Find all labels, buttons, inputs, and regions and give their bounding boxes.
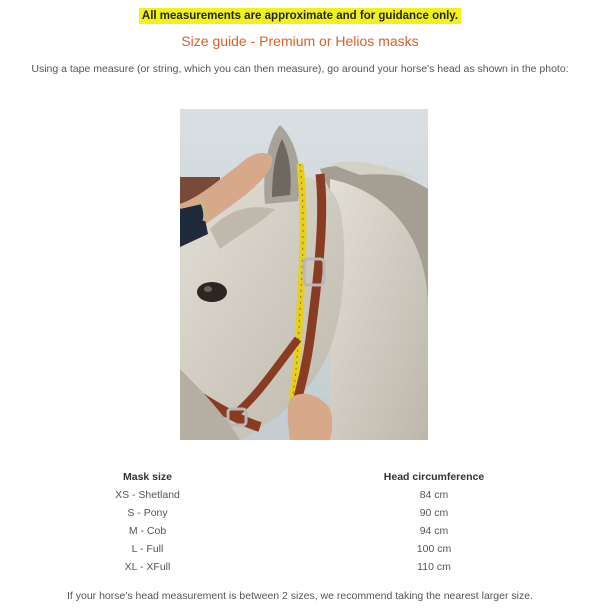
head-circumference-cell: 84 cm	[419, 489, 449, 501]
page-title: Size guide - Premium or Helios masks	[181, 33, 419, 49]
head-circumference-cell: 94 cm	[419, 525, 449, 537]
intro-text: Using a tape measure (or string, which you can then measure), go around your horse's head as shown in the photo:	[31, 63, 569, 75]
mask-size-cell: XS - Shetland	[115, 489, 180, 501]
head-circumference-header: Head circumference	[383, 471, 485, 483]
mask-size-header: Mask size	[122, 471, 173, 483]
mask-size-cell: S - Pony	[127, 507, 168, 519]
horse-photo-illustration	[180, 109, 428, 440]
mask-size-cell: L - Full	[131, 543, 164, 555]
notice-wrapper	[0, 6, 600, 24]
mask-size-column	[90, 468, 205, 576]
head-circumference-column	[364, 468, 504, 576]
approximate-notice: All measurements are approximate and for guidance only.	[139, 8, 461, 24]
head-circumference-cell: 90 cm	[419, 507, 449, 519]
recommendation-note: If your horse's head measurement is between 2 sizes, we recommend taking the nearest larger size.	[67, 590, 533, 602]
horse-photo	[180, 109, 428, 440]
head-circumference-cell: 100 cm	[416, 543, 452, 555]
mask-size-cell: M - Cob	[128, 525, 167, 537]
mask-size-cell: XL - XFull	[124, 561, 171, 573]
head-circumference-cell: 110 cm	[417, 561, 451, 573]
